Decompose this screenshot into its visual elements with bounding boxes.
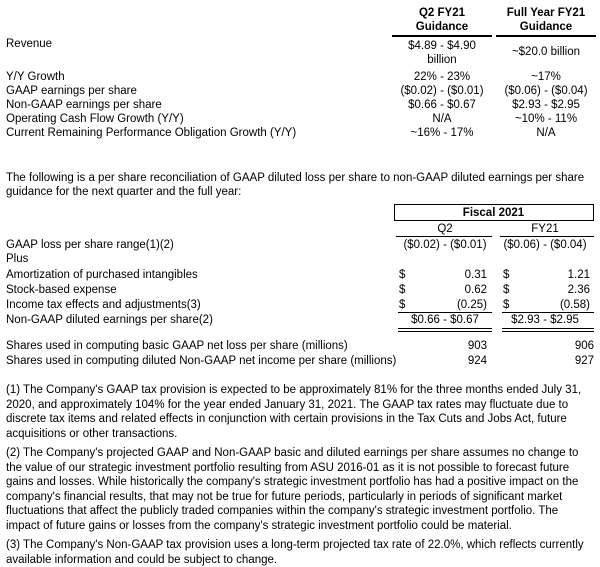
plus-label: Plus xyxy=(6,253,29,265)
total-q2-rule-2 xyxy=(398,331,492,332)
non-gaap-diluted-q2: $0.66 - $0.67 xyxy=(411,314,479,326)
footnote-2: (2) The Company's projected GAAP and Non-GAAP basic and diluted earnings per share assumes no change to the value of our strategic investment portfolio resulting from ASU 2016-01 as it is not possible to forecast future gains and losses. While historically the company's strategic investment portfolio has had a positive impact on the company's financial results, that may not be true for future periods, particularly in periods of significant market fluctuations that affect the publicly traded companies within the company's strategic investment portfolio. The impact of future gains or losses from the company's strategic investment portfolio could be material. xyxy=(6,447,579,532)
gaap-eps-fy: ($0.06) - ($0.04) xyxy=(504,85,588,97)
footnote-1: (1) The Company's GAAP tax provision is expected to be approximately 81% for the three months ended July 31, 2020, and approximately 104% for the year ended January 31, 2021. The GAAP tax rates may fluctuate due to discrete tax items and related effects in conjunction with certain provisions in the Tax Cuts and Jobs Act, future acquisitions or other transactions. xyxy=(6,384,582,440)
intro-line-1: The following is a per share reconciliation of GAAP diluted loss per share to non-GAAP diluted earnings per share xyxy=(6,172,585,184)
crpo-growth-label: Current Remaining Performance Obligation Growth (Y/Y) xyxy=(6,127,297,139)
non-gaap-eps-fy: $2.93 - $2.95 xyxy=(512,99,580,111)
crpo-growth-q2: ~16% - 17% xyxy=(410,127,474,139)
diluted-shares-label: Shares used in computing diluted Non-GAAP net income per share (millions) xyxy=(6,355,397,367)
yy-growth-q2: 22% - 23% xyxy=(413,71,471,83)
income-tax-fy: (0.58) xyxy=(559,299,590,311)
amortization-label: Amortization of purchased intangibles xyxy=(6,269,198,281)
stock-based-fy: 2.36 xyxy=(567,284,590,296)
stock-based-q2: 0.62 xyxy=(464,284,487,296)
intro-line-2: guidance for the next quarter and the full year: xyxy=(6,186,242,198)
basic-shares-q2: 903 xyxy=(467,340,487,352)
revenue-fy: ~$20.0 billion xyxy=(511,46,581,58)
income-tax-label: Income tax effects and adjustments(3) xyxy=(6,299,201,311)
gaap-loss-fy: ($0.06) - ($0.04) xyxy=(503,239,587,251)
diluted-shares-q2: 924 xyxy=(467,355,487,367)
non-gaap-eps-label: Non-GAAP earnings per share xyxy=(6,99,162,111)
stock-based-q2-currency: $ xyxy=(399,284,406,296)
gaap-eps-label: GAAP earnings per share xyxy=(6,85,137,97)
fiscal-header-box xyxy=(394,204,594,221)
ocf-growth-q2: N/A xyxy=(432,113,452,125)
fy-header-rule xyxy=(496,35,596,37)
gaap-loss-label: GAAP loss per share range(1)(2) xyxy=(6,239,174,251)
yy-growth-label: Y/Y Growth xyxy=(6,71,65,83)
gaap-eps-q2: ($0.02) - ($0.01) xyxy=(400,85,484,97)
fiscal-header: Fiscal 2021 xyxy=(462,207,525,219)
col-fy-rule xyxy=(500,236,594,237)
basic-shares-label: Shares used in computing basic GAAP net loss per share (millions) xyxy=(6,340,348,352)
stock-based-expense-label: Stock-based expense xyxy=(6,284,117,296)
yy-growth-fy: ~17% xyxy=(531,71,561,83)
amortization-fy-currency: $ xyxy=(503,269,510,281)
amortization-fy: 1.21 xyxy=(567,269,590,281)
total-fy-rule-2 xyxy=(502,331,594,332)
q2-header-rule xyxy=(392,35,492,37)
income-tax-fy-currency: $ xyxy=(503,299,510,311)
amortization-q2: 0.31 xyxy=(464,269,487,281)
col-fy-header: FY21 xyxy=(531,223,559,235)
crpo-growth-fy: N/A xyxy=(536,127,556,139)
footnote-3: (3) The Company's Non-GAAP tax provision uses a long-term projected tax rate of 22.0%, which reflects currently available information and could be subject to change. xyxy=(6,539,584,566)
col-q2-header: Q2 xyxy=(437,223,453,235)
gaap-loss-q2: ($0.02) - ($0.01) xyxy=(403,239,487,251)
non-gaap-diluted-fy: $2.93 - $2.95 xyxy=(511,314,579,326)
amortization-q2-currency: $ xyxy=(399,269,406,281)
non-gaap-diluted-label: Non-GAAP diluted earnings per share(2) xyxy=(6,314,213,326)
revenue-label: Revenue xyxy=(6,38,53,50)
stock-based-fy-currency: $ xyxy=(503,284,510,296)
fy-guidance-header: Full Year FY21 Guidance xyxy=(506,7,586,33)
total-fy-rule-1 xyxy=(502,328,594,329)
revenue-q2: $4.89 - $4.90 billion xyxy=(408,40,476,66)
ocf-growth-fy: ~10% - 11% xyxy=(514,113,578,125)
basic-shares-fy: 906 xyxy=(574,340,594,352)
income-tax-q2-currency: $ xyxy=(399,299,406,311)
total-q2-rule-1 xyxy=(398,328,492,329)
ocf-growth-label: Operating Cash Flow Growth (Y/Y) xyxy=(6,113,184,125)
col-q2-rule xyxy=(396,236,492,237)
diluted-shares-fy: 927 xyxy=(574,355,594,367)
q2-guidance-header: Q2 FY21 Guidance xyxy=(415,7,469,33)
income-tax-q2: (0.25) xyxy=(456,299,487,311)
non-gaap-eps-q2: $0.66 - $0.67 xyxy=(408,99,476,111)
